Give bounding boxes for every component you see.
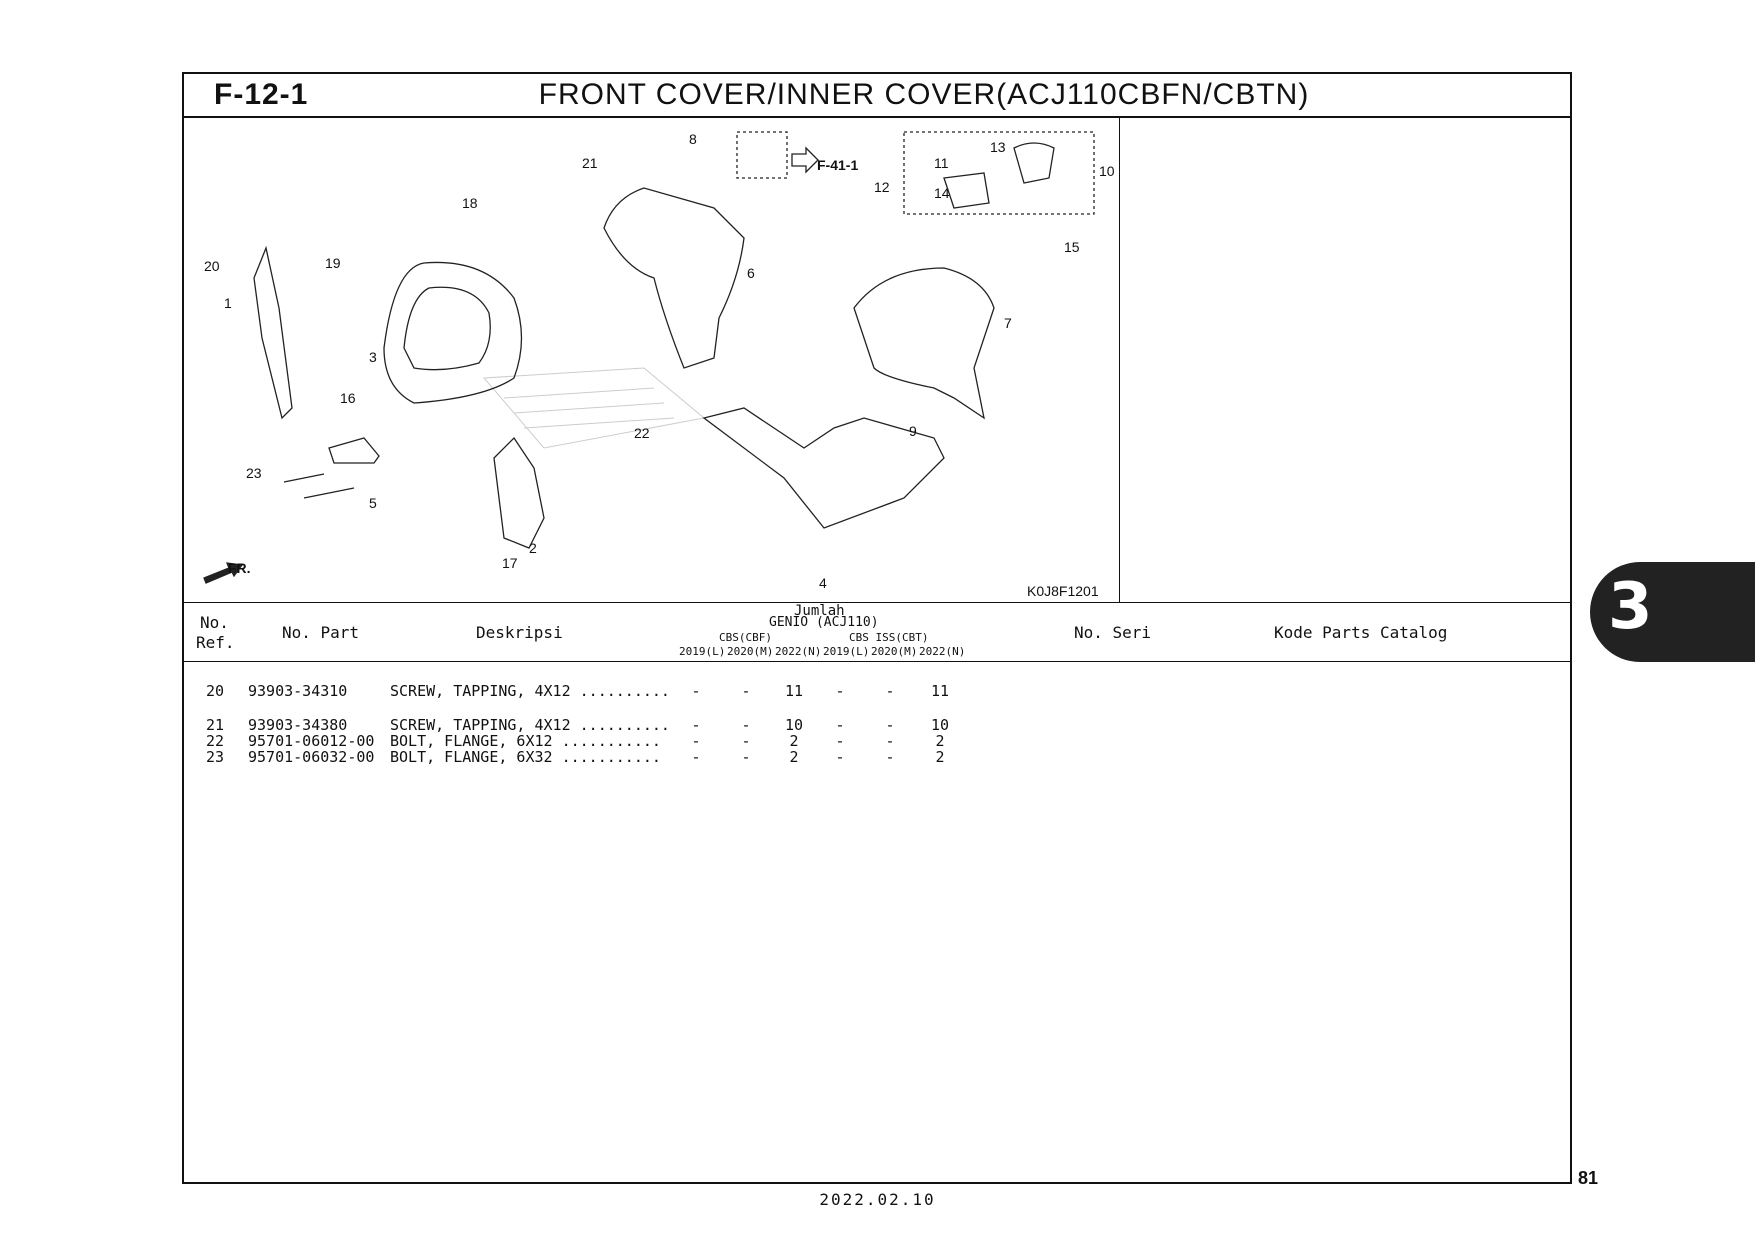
section-tab-number: 3 <box>1608 570 1653 644</box>
cross-reference-label: F-41-1 <box>817 157 859 173</box>
svg-text:23: 23 <box>246 465 262 481</box>
qty-cell: - <box>835 716 845 734</box>
serial-header: No. Seri <box>1074 623 1152 642</box>
year-header-4: 2019(L) <box>823 645 870 658</box>
qty-cell: - <box>835 748 845 766</box>
svg-text:1: 1 <box>224 295 232 311</box>
qty-cell: - <box>835 682 845 700</box>
year-header-3: 2022(N) <box>775 645 822 658</box>
qty-cell: - <box>691 682 701 700</box>
qty-cell: 10 <box>930 716 950 734</box>
svg-text:18: 18 <box>462 195 478 211</box>
svg-text:5: 5 <box>369 495 377 511</box>
table-row <box>184 748 1570 766</box>
description-cell: SCREW, TAPPING, 4X12 .......... <box>390 716 670 734</box>
table-header <box>184 602 1570 662</box>
qty-cell: 2 <box>789 732 799 750</box>
ref-cell: 20 <box>206 682 225 700</box>
svg-text:9: 9 <box>909 423 917 439</box>
drawing-code-label: K0J8F1201 <box>1027 583 1099 599</box>
svg-text:7: 7 <box>1004 315 1012 331</box>
page-frame <box>182 72 1572 1184</box>
description-cell: BOLT, FLANGE, 6X12 ........... <box>390 732 661 750</box>
qty-cell: - <box>885 748 895 766</box>
qty-cell: - <box>885 732 895 750</box>
diagram-drawing <box>184 118 1120 602</box>
svg-text:16: 16 <box>340 390 356 406</box>
ref-header-1: No. <box>200 613 229 632</box>
table-row <box>184 682 1570 700</box>
qty-cell: - <box>741 682 751 700</box>
qty-cell: 2 <box>789 748 799 766</box>
description-header: Deskripsi <box>476 623 563 642</box>
catalog-header: Kode Parts Catalog <box>1274 623 1448 642</box>
qty-cell: - <box>691 716 701 734</box>
description-cell: SCREW, TAPPING, 4X12 .......... <box>390 682 670 700</box>
part-no-cell: 93903-34380 <box>248 716 348 734</box>
front-marker-label: FR. <box>228 560 251 576</box>
page-number: 81 <box>1578 1168 1599 1188</box>
svg-text:4: 4 <box>819 575 827 591</box>
qty-cell: - <box>885 682 895 700</box>
svg-text:15: 15 <box>1064 239 1080 255</box>
qty-cell: - <box>741 716 751 734</box>
svg-text:19: 19 <box>325 255 341 271</box>
qty-cell: 11 <box>784 682 804 700</box>
svg-text:13: 13 <box>990 139 1006 155</box>
year-header-2: 2020(M) <box>727 645 774 658</box>
svg-text:2: 2 <box>529 540 537 556</box>
quantity-header: Jumlah <box>794 603 845 619</box>
part-no-cell: 95701-06032-00 <box>248 748 375 766</box>
qty-cell: 11 <box>930 682 950 700</box>
svg-text:17: 17 <box>502 555 518 571</box>
variant-iss-header: CBS ISS(CBT) <box>849 631 929 644</box>
year-header-5: 2020(M) <box>871 645 918 658</box>
svg-text:14: 14 <box>934 185 950 201</box>
svg-text:8: 8 <box>689 131 697 147</box>
part-no-cell: 95701-06012-00 <box>248 732 375 750</box>
variant-cbs-header: CBS(CBF) <box>719 631 772 644</box>
qty-cell: - <box>835 732 845 750</box>
model-header: GENIO (ACJ110) <box>769 615 879 630</box>
year-header-6: 2022(N) <box>919 645 966 658</box>
qty-cell: 2 <box>935 748 945 766</box>
svg-text:11: 11 <box>934 155 949 171</box>
qty-cell: 2 <box>935 732 945 750</box>
svg-text:12: 12 <box>874 179 890 195</box>
svg-text:20: 20 <box>204 258 220 274</box>
section-tab <box>1590 562 1755 662</box>
title-bar <box>184 74 1570 118</box>
svg-text:3: 3 <box>369 349 377 365</box>
ref-cell: 23 <box>206 748 225 766</box>
svg-text:6: 6 <box>747 265 755 281</box>
ref-cell: 21 <box>206 716 225 734</box>
svg-text:21: 21 <box>582 155 598 171</box>
svg-text:10: 10 <box>1099 163 1115 179</box>
part-no-cell: 93903-34310 <box>248 682 348 700</box>
ref-cell: 22 <box>206 732 225 750</box>
figure-title: FRONT COVER/INNER COVER(ACJ110CBFN/CBTN) <box>538 78 1310 111</box>
qty-cell: - <box>691 732 701 750</box>
description-cell: BOLT, FLANGE, 6X32 ........... <box>390 748 661 766</box>
svg-text:22: 22 <box>634 425 650 441</box>
qty-cell: 10 <box>784 716 804 734</box>
exploded-parts-diagram <box>184 118 1120 602</box>
part-no-header: No. Part <box>282 623 360 642</box>
qty-cell: - <box>691 748 701 766</box>
year-header-1: 2019(L) <box>679 645 726 658</box>
ref-header-2: Ref. <box>196 633 235 652</box>
qty-cell: - <box>741 748 751 766</box>
print-date: 2022.02.10 <box>819 1190 936 1209</box>
qty-cell: - <box>885 716 895 734</box>
figure-code: F-12-1 <box>214 78 309 111</box>
qty-cell: - <box>741 732 751 750</box>
